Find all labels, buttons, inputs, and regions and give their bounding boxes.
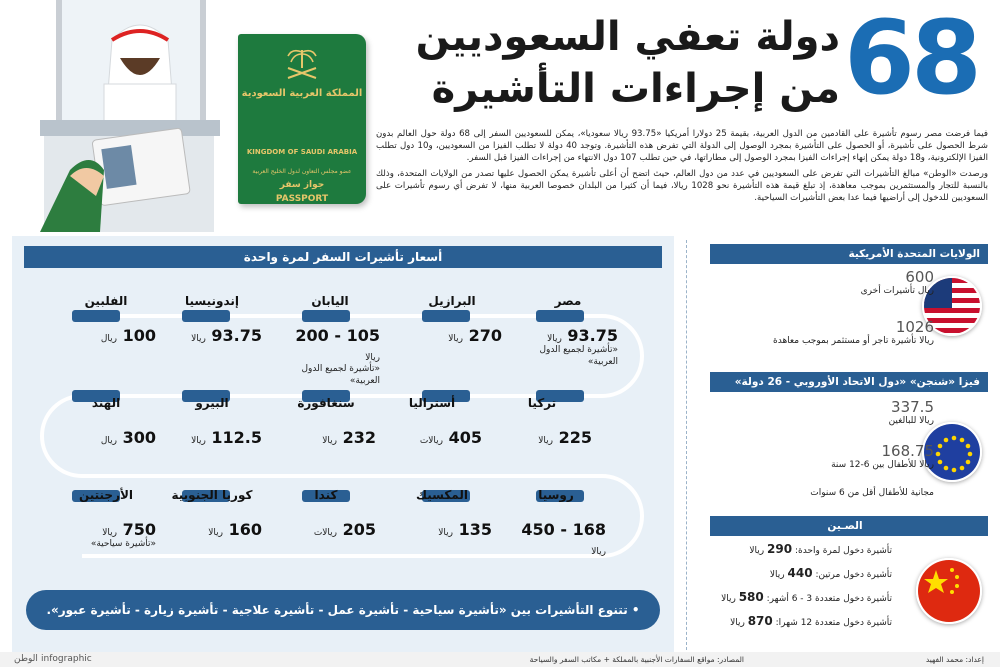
country-price-line [280, 326, 380, 364]
country-unit: ريالا [438, 528, 454, 538]
country-price-line [162, 520, 262, 539]
eu-adults-value: 337.5 [891, 398, 934, 416]
sources-text: المصادر: مواقع السفارات الأجنبية بالمملكة + مكاتب السفر والسياحة [529, 655, 744, 664]
usa-other-value: 600 [905, 268, 934, 286]
china-year-value: 870 [747, 614, 773, 628]
country-indonesia [162, 294, 262, 345]
country-price: 232 [342, 428, 376, 447]
country-name: كندا [314, 488, 338, 502]
usa-header: الولايات المتحدة الأمريكية [710, 244, 988, 264]
country-price: 750 [122, 520, 156, 539]
country-name: المكسيك [416, 488, 468, 502]
country-price: 405 [448, 428, 482, 447]
country-argentina [56, 488, 156, 551]
usa-trader-text: ريالا تأشيرة تاجر أو مستثمر بموجب معاهدة [773, 336, 934, 346]
country-name: روسيا [538, 488, 574, 502]
passport-gcc-line: عضو مجلس التعاون لدول الخليج العربية [252, 168, 352, 175]
china-double-value: 440 [787, 566, 813, 580]
country-unit: ريالا [191, 436, 206, 446]
country-japan [280, 294, 380, 387]
country-name: مصر [554, 294, 582, 308]
country-price-line [276, 428, 376, 447]
country-peru [162, 396, 262, 447]
visa-prices-panel [12, 236, 674, 652]
country-australia [382, 396, 482, 447]
country-canada [276, 488, 376, 539]
country-price-line [56, 520, 156, 539]
china-row-double [770, 566, 892, 580]
passport-english-name: KINGDOM OF SAUDI ARABIA [246, 148, 358, 156]
country-price: 168 - 450 [521, 520, 606, 539]
china-multi-value: 580 [738, 590, 764, 604]
china-single-value: 290 [767, 542, 793, 556]
china-single-unit: ريالا [749, 546, 765, 556]
country-egypt [518, 294, 618, 368]
country-name: سنغافورة [297, 396, 355, 410]
country-unit: ريالا [547, 334, 562, 344]
country-unit: ريالا [448, 334, 464, 344]
brand-logo-text: الوطن [14, 654, 38, 664]
country-name: أستراليا [408, 396, 456, 410]
immigration-booth-illustration [0, 0, 225, 232]
header [0, 0, 1000, 232]
country-turkey [492, 396, 592, 447]
usa-trader-value: 1026 [895, 318, 934, 336]
country-price-line [506, 520, 606, 558]
country-price: 93.75 [211, 326, 262, 345]
country-unit: ريالا [365, 353, 380, 363]
visa-types-note: • تتنوع التأشيرات بين «تأشيرة سياحية - تأشيرة عمل - تأشيرة علاجية - تأشيرة زيارة - تأشيرة عبور». [26, 590, 660, 630]
country-name: البرازيل [428, 294, 476, 308]
china-header: الصـين [710, 516, 988, 536]
china-year-unit: ريالا [730, 618, 745, 628]
country-unit: ريالا [591, 547, 606, 557]
china-double-unit: ريالا [769, 570, 785, 580]
author-text: إعداد: محمد الفهيد [925, 655, 984, 664]
country-name: اليابان [311, 294, 349, 308]
country-india [56, 396, 156, 447]
eu-free-text: مجانية للأطفال أقل من 6 سنوات [810, 488, 934, 498]
headline-line-1: دولة تعفي السعوديين [415, 14, 840, 60]
country-price-line [402, 326, 502, 345]
country-unit: ريالات [419, 436, 444, 446]
china-row-single [749, 542, 892, 556]
palm-swords-emblem-icon [282, 46, 322, 82]
country-price: 105 - 200 [295, 326, 380, 345]
brand-infographic-label: infographic [41, 654, 92, 664]
panel-divider [686, 240, 687, 650]
country-unit: ريالا [191, 334, 206, 344]
china-flag-icon [916, 558, 982, 624]
china-single-label: تأشيرة دخول لمرة واحدة: [794, 546, 892, 556]
eu-children-value: 168.75 [881, 442, 934, 460]
eu-row-free [810, 488, 934, 498]
country-mexico [392, 488, 492, 539]
country-price: 100 [122, 326, 156, 345]
country-brazil [402, 294, 502, 345]
passport-arabic-name: المملكة العربية السعودية [241, 88, 363, 99]
country-price: 205 [342, 520, 376, 539]
country-price: 225 [558, 428, 592, 447]
country-price-line [56, 428, 156, 447]
eu-row-adults [889, 398, 934, 426]
country-name: الأرجنتين [78, 488, 134, 502]
usa-other-text: ريال تأشيرات أخرى [860, 286, 934, 296]
brand-logo [14, 652, 92, 667]
country-unit: ريالا [322, 436, 338, 446]
saudi-passport-illustration [238, 34, 366, 204]
country-note: «تأشيرة لجميع الدول العربية» [301, 364, 380, 386]
country-name: إندونيسيا [184, 294, 240, 308]
eu-adults-text: ريالا للبالغين [888, 416, 934, 426]
country-unit: ريال [100, 436, 118, 446]
country-price: 135 [458, 520, 492, 539]
country-name: كوريا الجنوبية [171, 488, 253, 502]
passport-arabic-label: جواز سفر [279, 180, 325, 190]
eu-children-text: ريالا للأطفال بين 6-12 سنة [831, 460, 934, 470]
country-price-line [276, 520, 376, 539]
china-row-multi-12 [730, 614, 892, 628]
country-price-line [56, 326, 156, 345]
country-philippines [56, 294, 156, 345]
country-singapore [276, 396, 376, 447]
country-price-line [162, 428, 262, 447]
footer-bar [0, 652, 1000, 667]
china-double-label: تأشيرة دخول مرتين: [815, 570, 892, 580]
special-visas-panel [700, 236, 988, 652]
country-price: 112.5 [211, 428, 262, 447]
country-name: تركيا [527, 396, 557, 410]
country-note: «تأشيرة سياحية» [90, 539, 156, 549]
china-multi-label: تأشيرة دخول متعددة 3 - 6 أشهر: [766, 594, 892, 604]
country-price-line [382, 428, 482, 447]
china-year-label: تأشيرة دخول متعددة 12 شهرا: [775, 618, 892, 628]
country-unit: ريالا [538, 436, 554, 446]
schengen-header: فيزا «شنجن» «دول الاتحاد الأوروبي - 26 دولة» [710, 372, 988, 392]
country-price: 270 [468, 326, 502, 345]
headline-line-2: من إجراءات التأشيرة [431, 66, 840, 112]
eu-row-children [831, 442, 934, 470]
country-name: البيرو [195, 396, 229, 410]
country-russia [506, 488, 606, 558]
china-multi-unit: ريالا [721, 594, 736, 604]
country-price-line [492, 428, 592, 447]
visa-prices-title: أسعار تأشيرات السفر لمرة واحدة [24, 246, 662, 268]
country-name: الهند [91, 396, 121, 410]
country-price: 93.75 [567, 326, 618, 345]
country-unit: ريالا [208, 528, 224, 538]
country-unit: ريال [100, 334, 118, 344]
china-row-multi-3-6 [721, 590, 892, 604]
country-unit: ريالا [102, 528, 118, 538]
country-price-line [162, 326, 262, 345]
usa-row-trader [773, 318, 934, 346]
country-price-line [518, 326, 618, 345]
country-name: الفلبين [84, 294, 128, 308]
intro-paragraph-1: فيما فرضت مصر رسوم تأشيرة على القادمين من الدول العربية، بقيمة 25 دولارا أمريكيا «93.75 ريالا سعوديا»، يمكن للسعوديين السفر إلى 68 دولة حول العالم بدون شرط الحصول على تأشيرة، أو الحصول على التأشيرة بمجرد الوصول إلى الدولة التي تفرض هذه التأشيرة. وتوجد 40 دولة لا تطلب الفيزا من السعوديين، و10 دول تطلب الفيزا الإلكترونية، و18 دولة يمكن إنهاء إجراءات الفيزا بمجرد الوصول إلى مطاراتها، في حين تطلب 107 دول الانتهاء من إجراءات الفيزا قبل السفر. [376, 129, 988, 164]
country-note: «تأشيرة لجميع الدول العربية» [539, 345, 618, 367]
country-price: 160 [228, 520, 262, 539]
headline-number: 68 [844, 0, 978, 118]
country-unit: ريالات [313, 528, 338, 538]
intro-paragraph-2: ورصدت «الوطن» مبالغ التأشيرات التي تفرض على السعوديين في عدد من دول العالم، حيث اتضح أن أعلى تأشيرة يمكن الحصول عليها تصدر من الولايات المتحدة، وذلك بالنسبة للتجار والمستثمرين بموجب معاهدة، إذ تبلغ قيمة هذه التأشيرة نحو 1028 ريالا، فيما أن كثيرا من البلدان خصوصا العربية منها، لا تفرض أي رسوم تأشيرات على السعوديين للدخول إلى أراضيها فيما عدا بعض التأشيرات السياحية. [376, 168, 988, 204]
country-price-line [392, 520, 492, 539]
passport-label: PASSPORT [275, 194, 329, 204]
usa-row-other [861, 268, 934, 296]
country-south-korea [162, 488, 262, 539]
country-price: 300 [122, 428, 156, 447]
intro-text [376, 128, 988, 204]
